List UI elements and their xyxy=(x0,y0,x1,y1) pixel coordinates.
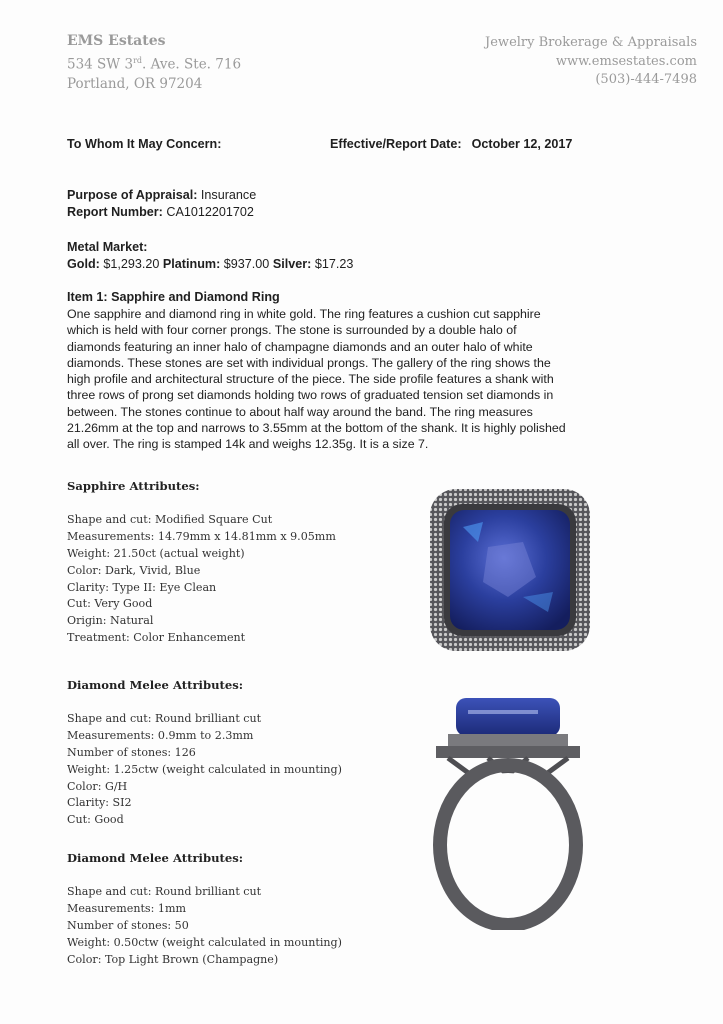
report-date xyxy=(330,137,572,151)
attribute-line: Shape and cut: Round brilliant cut xyxy=(67,711,262,725)
description-line: which is held with four corner prongs. The stone is surrounded by a double halo of xyxy=(67,323,517,338)
diamond-melee-heading: Diamond Melee Attributes: xyxy=(67,851,244,865)
description-line: all over. The ring is stamped 14k and weighs 12.35g. It is a size 7. xyxy=(67,437,429,452)
purpose-of-appraisal xyxy=(67,188,256,202)
ring-top-view-photo xyxy=(428,487,592,653)
diamond-melee-attributes-1 xyxy=(67,677,342,829)
address-suite: . Ave. Ste. 716 xyxy=(142,56,242,73)
attribute-line: Color: Dark, Vivid, Blue xyxy=(67,563,201,577)
attribute-line: Weight: 21.50ct (actual weight) xyxy=(67,546,245,560)
attribute-line: Treatment: Color Enhancement xyxy=(67,631,246,645)
attribute-line: Origin: Natural xyxy=(67,614,154,628)
salutation: To Whom It May Concern: xyxy=(67,137,222,151)
item-description xyxy=(67,306,667,453)
description-line: high profile and architectural structure of the piece. The side profile features a shank with xyxy=(67,372,554,387)
diamond-melee-attributes-2 xyxy=(67,850,342,968)
diamond-melee-heading: Diamond Melee Attributes: xyxy=(67,678,244,692)
description-line: 21.26mm at the top and narrows to 3.55mm at the bottom of the shank. It is highly polished xyxy=(67,421,566,436)
metal-market-heading: Metal Market: xyxy=(67,240,148,254)
sapphire-attributes xyxy=(67,478,336,647)
sapphire-side xyxy=(456,698,560,736)
attribute-line: Weight: 1.25ctw (weight calculated in mounting) xyxy=(67,762,342,776)
letterhead-left xyxy=(67,32,241,94)
company-address-line2: Portland, OR 97204 xyxy=(67,75,203,92)
attribute-line: Cut: Very Good xyxy=(67,597,153,611)
silver-label: Silver: xyxy=(272,257,312,271)
silver-value: $17.23 xyxy=(314,257,354,271)
company-tagline: Jewelry Brokerage & Appraisals xyxy=(485,35,697,50)
report-date-label: Effective/Report Date: xyxy=(330,137,462,151)
halo-side xyxy=(448,734,568,748)
attribute-line: Color: G/H xyxy=(67,779,128,793)
attribute-line: Clarity: Type II: Eye Clean xyxy=(67,580,217,594)
purpose-label: Purpose of Appraisal: xyxy=(67,188,198,202)
description-line: diamonds featuring an inner halo of champagne diamonds and an outer halo of white xyxy=(67,339,533,354)
purpose-value: Insurance xyxy=(200,188,257,202)
item-title: Item 1: Sapphire and Diamond Ring xyxy=(67,290,280,304)
ring-side-view-photo xyxy=(418,690,598,930)
platinum-value: $937.00 xyxy=(223,257,270,271)
company-website[interactable]: www.emsestates.com xyxy=(555,53,697,69)
letterhead-right xyxy=(485,34,697,90)
attribute-line: Measurements: 0.9mm to 2.3mm xyxy=(67,728,254,742)
attribute-line: Color: Top Light Brown (Champagne) xyxy=(67,952,279,966)
attribute-line: Number of stones: 126 xyxy=(67,745,196,759)
report-number-value: CA1012201702 xyxy=(166,205,254,219)
description-line: One sapphire and diamond ring in white gold. The ring features a cushion cut sapphire xyxy=(67,307,541,321)
gold-label: Gold: xyxy=(67,257,100,271)
company-phone: (503)-444-7498 xyxy=(595,72,697,87)
attribute-line: Weight: 0.50ctw (weight calculated in mounting) xyxy=(67,935,342,949)
attribute-line: Clarity: SI2 xyxy=(67,796,132,810)
attribute-line: Measurements: 14.79mm x 14.81mm x 9.05mm xyxy=(67,529,336,543)
platinum-label: Platinum: xyxy=(162,257,221,271)
report-number-label: Report Number: xyxy=(67,205,163,219)
attribute-line: Shape and cut: Round brilliant cut xyxy=(67,884,262,898)
attribute-line: Shape and cut: Modified Square Cut xyxy=(67,512,273,526)
attribute-line: Measurements: 1mm xyxy=(67,901,186,915)
metal-market-prices xyxy=(67,257,353,271)
company-address-line1 xyxy=(67,51,241,75)
address-ordinal: rd xyxy=(133,56,143,65)
report-date-value: October 12, 2017 xyxy=(471,137,573,151)
attribute-line: Cut: Good xyxy=(67,813,124,827)
sapphire-attributes-heading: Sapphire Attributes: xyxy=(67,479,200,493)
gold-value: $1,293.20 xyxy=(103,257,160,271)
description-line: three rows of prong set diamonds holding two rows of graduated tension set diamonds in xyxy=(67,388,554,403)
report-number xyxy=(67,205,254,219)
description-line: diamonds. These stones are set with individual prongs. The gallery of the ring shows the xyxy=(67,355,551,370)
company-name: EMS Estates xyxy=(67,33,166,49)
attribute-line: Number of stones: 50 xyxy=(67,918,189,932)
description-line: between. The stones continue to about half way around the band. The ring measures xyxy=(67,404,533,419)
address-street: 534 SW 3 xyxy=(67,56,134,73)
